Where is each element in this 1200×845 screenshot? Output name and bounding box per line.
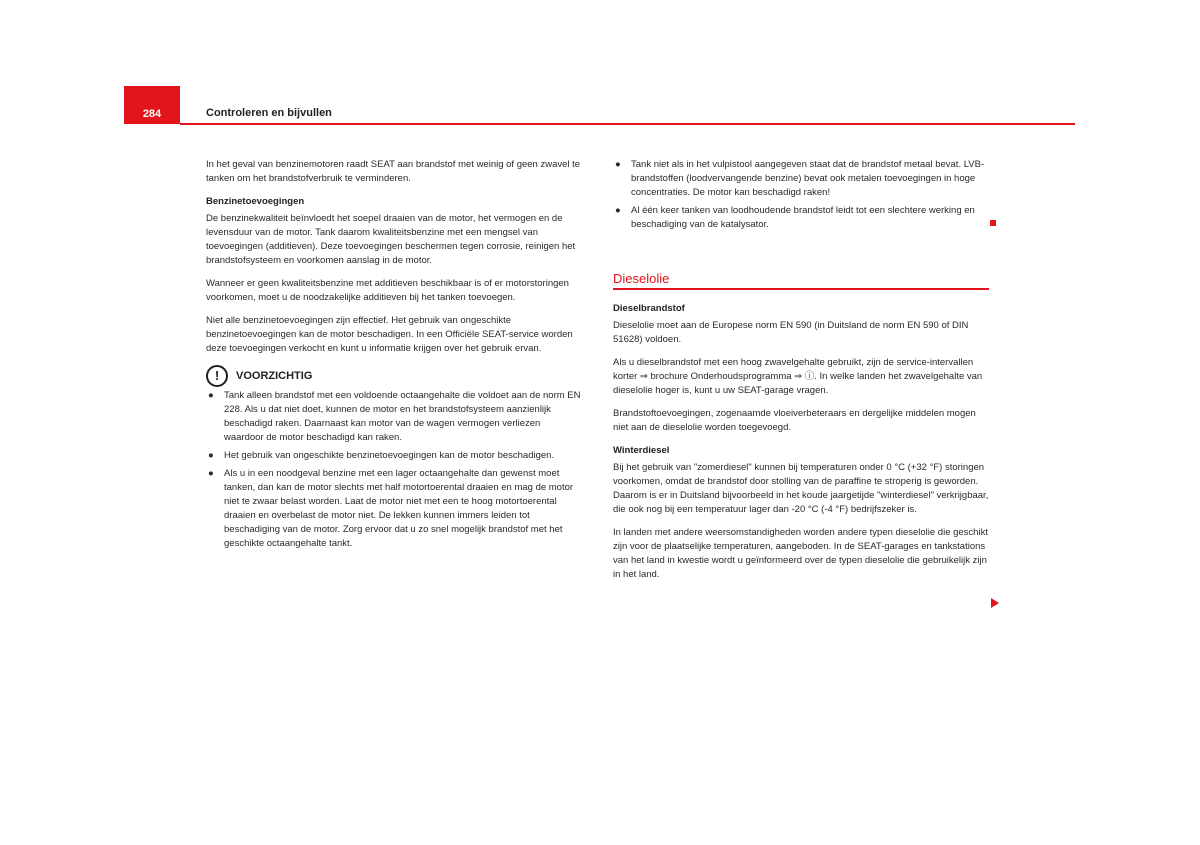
diesel-paragraph-2: Als u dieselbrandstof met een hoog zwavelgehalte gebruikt, zijn de service-intervallen korter ⇒ brochure Onderhoudsprogramma ⇒ ⓘ. In welke landen het zwavelgehalte van dieselolie hoger is, kunt u uw SEAT-garage vragen. — [613, 357, 983, 396]
section-title-diesel: Dieselolie — [613, 272, 989, 290]
chapter-title: Controleren en bijvullen — [206, 107, 332, 119]
heading-winter-diesel: Winterdiesel — [613, 445, 670, 456]
warning-bullet: ● Al één keer tanken van loodhoudende brandstof leidt tot een slechtere werking en beschadiging van de katalysator. — [615, 205, 975, 230]
additives-paragraph-3: Niet alle benzinetoevoegingen zijn effectief. Het gebruik van ongeschikte benzinetoevoegingen kan de motor beschadigen. In een Officiële SEAT-service worden deze toevoegingen verkocht en kunt u informatie krijgen over het gebruik ervan. — [206, 315, 573, 354]
exclamation-icon: ! — [206, 365, 228, 387]
header-rule — [180, 123, 1075, 125]
additives-paragraph-1: De benzinekwaliteit beïnvloedt het soepel draaien van de motor, het vermogen en de levensduur van de motor. Tank daarom kwaliteitsbenzine met een mengsel van toevoegingen (additieven). Deze toevoegingen beschermen tegen corrosie, reinigen het brandstofsysteem en voorkomen aanslag in de motor. — [206, 213, 576, 266]
end-of-section-square-icon — [990, 220, 996, 226]
winter-paragraph-2: In landen met andere weersomstandigheden worden andere typen dieselolie die geschikt zijn voor de plaatselijke temperaturen, aangeboden. In de SEAT-garages en tankstations van het land in kwestie wordt u geïnformeerd over de typen dieselolie die gebruikelijk zijn in het land. — [613, 527, 988, 580]
left-column — [206, 158, 581, 555]
additives-paragraph-2: Wanneer er geen kwaliteitsbenzine met additieven beschikbaar is of er motorstoringen voorkomen, moet u de noodzakelijke additieven bij het tanken toevoegen. — [206, 278, 569, 303]
page-number: 284 — [142, 108, 162, 120]
warning-bullet: ● Tank niet als in het vulpistool aangegeven staat dat de brandstof metaal bevat. LVB-brandstoffen (loodvervangende benzine) bevat ook metalen toevoegingen in hoge concentraties. De motor kan beschadigd raken! — [615, 159, 985, 198]
warning-header — [206, 365, 581, 387]
winter-paragraph-1: Bij het gebruik van "zomerdiesel" kunnen bij temperaturen onder 0 °C (+32 °F) storingen voorkomen, omdat de brandstof door stolling van de paraffine te stroperig is geworden. Daarom is er in Duitsland bijvoorbeeld in het koude jaargetijde "winterdiesel" verkrijgbaar, die ook nog bij een temperatuur lager dan -20 °C (-4 °F) bedrijfszeker is. — [613, 462, 989, 515]
continue-arrow-icon — [991, 598, 999, 608]
heading-diesel-fuel: Dieselbrandstof — [613, 303, 685, 314]
page-number-box — [124, 86, 180, 124]
diesel-paragraph-3: Brandstoftoevoegingen, zogenaamde vloeiverbeteraars en dergelijke middelen mogen niet aan de dieselolie worden toegevoegd. — [613, 408, 976, 433]
warning-title: VOORZICHTIG — [236, 370, 313, 382]
warning-bullet: ● Als u in een noodgeval benzine met een lager octaangehalte dan gewenst moet tanken, dan kan de motor slechts met half motortoerental draaien en mag de motor niet te zwaar belast worden. Laat de motor niet met een te hoog motortoerental draaien en overbelast de motor niet. De lekken kunnen immers leiden tot beschadiging van de motor. Zorg ervoor dat u zo snel mogelijk brandstof met het geschikte octaangehalte tankt. — [208, 468, 574, 549]
intro-paragraph: In het geval van benzinemotoren raadt SEAT aan brandstof met weinig of geen zwavel te tanken om het brandstofverbruik te verminderen. — [206, 159, 581, 184]
warning-bullet: ● Tank alleen brandstof met een voldoende octaangehalte die voldoet aan de norm EN 228. Als u dat niet doet, kunnen de motor en het brandstofsysteem aanzienlijk beschadigd raken. Daarnaast kan motor van de wagen vermogen verliezen waardoor de motor beschadigd kan raken. — [208, 390, 581, 443]
right-column — [613, 158, 989, 591]
heading-additives: Benzinetoevoegingen — [206, 196, 305, 207]
diesel-paragraph-1: Dieselolie moet aan de Europese norm EN 590 (in Duitsland de norm EN 590 of DIN 51628) voldoen. — [613, 320, 969, 345]
warning-bullet: ● Het gebruik van ongeschikte benzinetoevoegingen kan de motor beschadigen. — [208, 450, 555, 461]
